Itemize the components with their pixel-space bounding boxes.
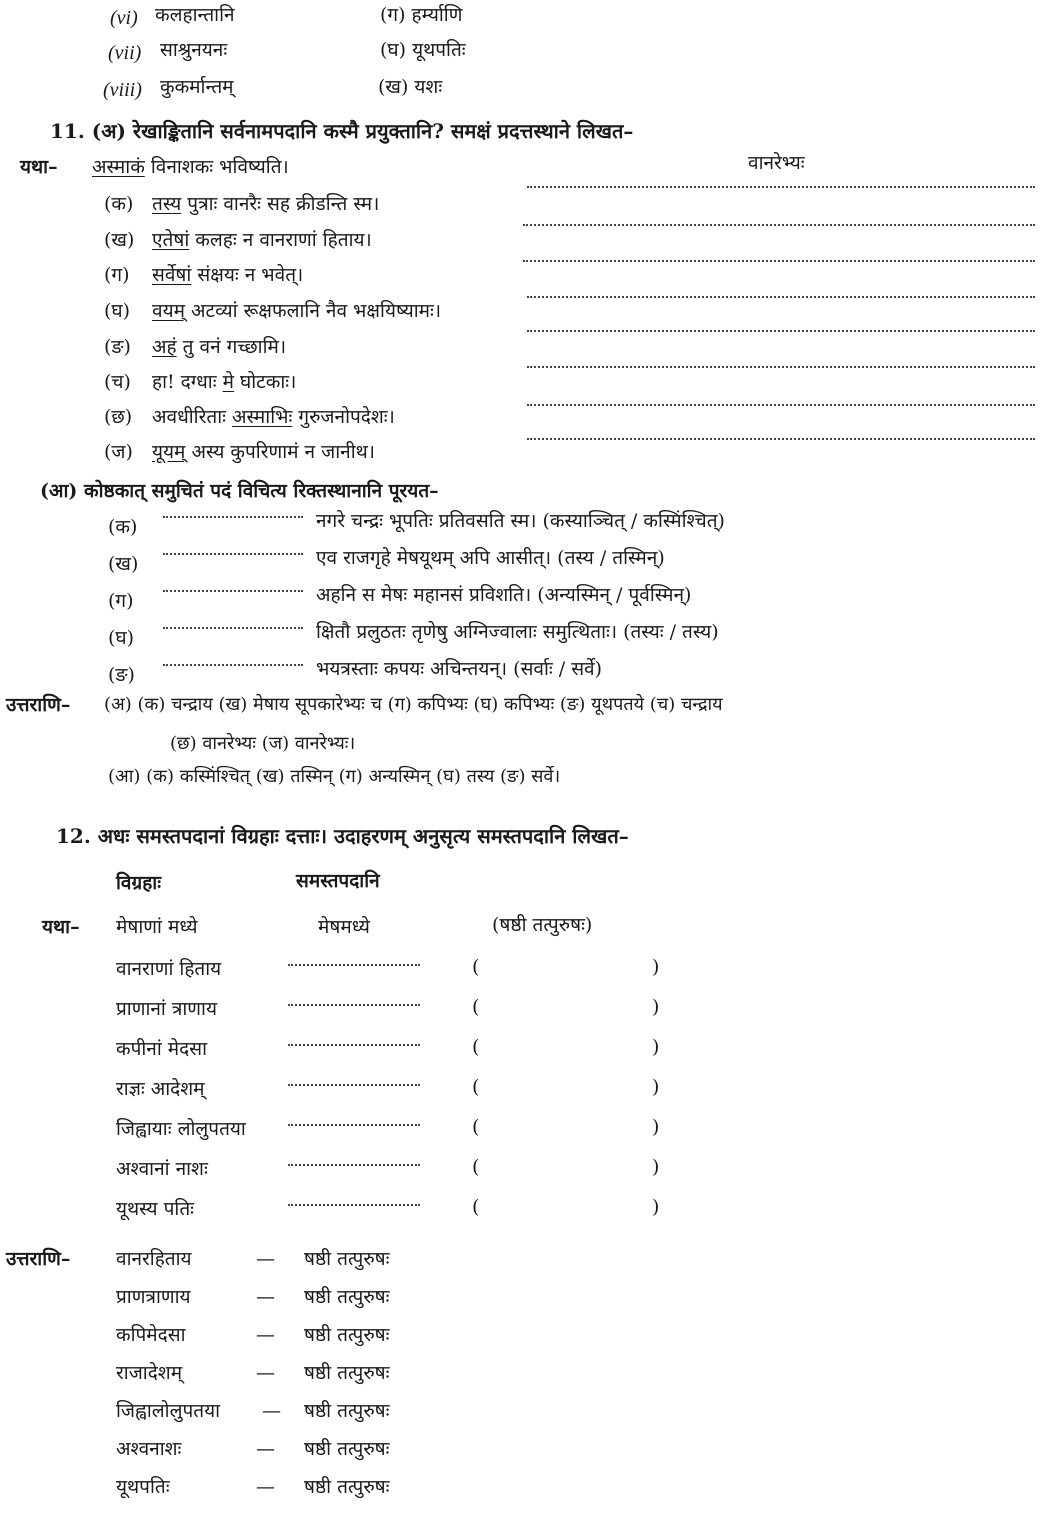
answer-type: षष्ठी तत्पुरुषः [304, 1324, 390, 1346]
answer-blank[interactable] [527, 186, 1035, 188]
type-open: ( [472, 1076, 480, 1098]
q11-example-sentence: अस्माकं विनाशकः भविष्यति। [92, 156, 289, 178]
item-label: (घ) [108, 627, 135, 649]
fill-blank[interactable] [163, 664, 303, 666]
vigraha-item: प्राणानां त्राणाय [116, 998, 217, 1020]
answer-blank[interactable] [527, 438, 1035, 440]
vigraha-item: यूथस्य पतिः [116, 1198, 194, 1220]
type-close: ) [652, 1156, 660, 1178]
type-close: ) [652, 956, 660, 978]
answer-word: वानरहिताय [116, 1248, 192, 1270]
type-close: ) [652, 1076, 660, 1098]
match-num: (vi) [110, 7, 138, 29]
answer-blank[interactable] [523, 260, 1035, 262]
item-label: (ङ) [104, 336, 131, 358]
answer-type: षष्ठी तत्पुरुषः [304, 1438, 390, 1460]
item-sentence: वयम् अटव्यां रूक्षफलानि नैव भक्षयिष्यामः। [152, 300, 442, 322]
item-label: (घ) [104, 300, 131, 322]
fill-blank[interactable] [163, 516, 303, 518]
col-vigraha: विग्रहाः [116, 872, 162, 894]
answer-type: षष्ठी तत्पुरुषः [304, 1476, 390, 1498]
q11-example-label: यथा– [20, 156, 58, 178]
q12-answers-label: उत्तराणि– [6, 1248, 71, 1270]
answer-dash: — [256, 1438, 275, 1460]
answer-word: अश्वनाशः [116, 1438, 182, 1460]
answer-blank[interactable] [527, 330, 1035, 332]
type-close: ) [652, 1196, 660, 1218]
col-samasta: समस्तपदानि [296, 870, 380, 892]
vigraha-item: वानराणां हिताय [116, 958, 222, 980]
underlined-pronoun: एतेषां [152, 229, 190, 251]
fill-sentence: एव राजगृहे मेषयूथम् अपि आसीत्। (तस्य / तस्मिन्) [316, 547, 665, 569]
fill-blank[interactable] [163, 553, 303, 555]
item-sentence: यूयम् अस्य कुपरिणामं न जानीथ। [152, 441, 375, 463]
answer-word: यूथपतिः [116, 1476, 170, 1498]
fill-blank[interactable] [163, 590, 303, 592]
match-left: साश्रुनयनः [160, 39, 228, 61]
samasta-blank[interactable] [288, 1124, 420, 1126]
item-label: (ख) [108, 553, 139, 575]
samasta-blank[interactable] [288, 1084, 420, 1086]
q12-example-label: यथा– [42, 916, 80, 938]
type-close: ) [652, 1036, 660, 1058]
item-label: (ख) [104, 229, 135, 251]
item-sentence: हा! दग्धाः मे घोटकाः। [152, 371, 297, 393]
match-left: कुकर्मान्तम् [160, 76, 234, 98]
answer-type: षष्ठी तत्पुरुषः [304, 1400, 390, 1422]
q12-heading: 12. अधः समस्तपदानां विग्रहाः दत्ताः। उदाहरणम् अनुसृत्य समस्तपदानि लिखत– [56, 824, 629, 848]
underlined-pronoun: अस्माभिः [232, 406, 293, 428]
underlined-pronoun: अहं [152, 336, 177, 358]
type-open: ( [472, 956, 480, 978]
answer-dash: — [256, 1286, 275, 1308]
type-open: ( [472, 1156, 480, 1178]
q11-answers-label: उत्तराणि– [6, 694, 71, 716]
samasta-blank[interactable] [288, 1004, 420, 1006]
answer-dash: — [256, 1324, 275, 1346]
answer-type: षष्ठी तत्पुरुषः [304, 1248, 390, 1270]
vigraha-item: अश्वानां नाशः [116, 1158, 208, 1180]
vigraha-item: राज्ञः आदेशम् [116, 1078, 205, 1100]
answer-blank[interactable] [527, 366, 1035, 368]
answer-blank[interactable] [527, 296, 1035, 298]
item-label: (ङ) [108, 664, 135, 686]
answer-word: जिह्वालोलुपतया [116, 1400, 221, 1422]
q11-answers-aa: (आ) (क) कस्मिंश्चित् (ख) तस्मिन् (ग) अन्यस्मिन् (घ) तस्य (ङ) सर्वे। [108, 766, 561, 787]
samasta-blank[interactable] [288, 1044, 420, 1046]
fill-blank[interactable] [163, 627, 303, 629]
item-label: (ग) [104, 264, 130, 286]
match-left: कलहान्तानि [155, 4, 235, 26]
answer-word: कपिमेदसा [116, 1324, 186, 1346]
q12-example-vigraha: मेषाणां मध्ये [116, 916, 198, 938]
answer-type: षष्ठी तत्पुरुषः [304, 1286, 390, 1308]
type-open: ( [472, 996, 480, 1018]
q12-example-samasta: मेषमध्ये [318, 916, 370, 938]
fill-sentence: भयत्रस्ताः कपयः अचिन्तयन्। (सर्वाः / सर्वे) [316, 658, 603, 680]
match-num: (vii) [108, 42, 142, 64]
vigraha-item: जिह्वायाः लोलुपतया [116, 1118, 246, 1140]
samasta-blank[interactable] [288, 1204, 420, 1206]
answer-blank[interactable] [523, 224, 1035, 226]
item-label: (च) [104, 371, 131, 393]
answer-dash: — [256, 1476, 275, 1498]
type-open: ( [472, 1036, 480, 1058]
underlined-pronoun: तस्य [152, 193, 182, 215]
q11-answers-a-line2: (छ) वानरेभ्यः (ज) वानरेभ्यः। [170, 733, 356, 754]
type-close: ) [652, 996, 660, 1018]
item-sentence: एतेषां कलहः न वानराणां हिताय। [152, 229, 372, 251]
underlined-pronoun: यूयम् [152, 441, 186, 463]
underlined-pronoun: वयम् [152, 300, 185, 322]
item-label: (ग) [108, 590, 134, 612]
match-right: (ग) हर्म्याणि [380, 4, 463, 26]
samasta-blank[interactable] [288, 964, 420, 966]
answer-type: षष्ठी तत्पुरुषः [304, 1362, 390, 1384]
samasta-blank[interactable] [288, 1164, 420, 1166]
item-label: (ज) [104, 441, 133, 463]
underlined-pronoun: मे [222, 371, 234, 393]
fill-sentence: नगरे चन्द्रः भूपतिः प्रतिवसति स्म। (कस्याञ्चित् / कस्मिंश्चित्) [316, 510, 725, 532]
q11-heading: 11. (अ) रेखाङ्कितानि सर्वनामपदानि कस्मै प्रयुक्तानि? समक्षं प्रदत्तस्थाने लिखत– [50, 119, 634, 143]
item-sentence: अवधीरिताः अस्माभिः गुरुजनोपदेशः। [152, 406, 395, 428]
match-right: (ख) यशः [378, 76, 443, 98]
fill-sentence: अहनि स मेषः महानसं प्रविशति। (अन्यस्मिन् / पूर्वस्मिन्) [316, 584, 692, 606]
answer-word: राजादेशम् [116, 1362, 183, 1384]
type-open: ( [472, 1116, 480, 1138]
answer-word: प्राणत्राणाय [116, 1286, 191, 1308]
item-label: (छ) [104, 406, 133, 428]
type-open: ( [472, 1196, 480, 1218]
underlined-pronoun: सर्वेषां [152, 264, 192, 286]
item-sentence: तस्य पुत्राः वानरैः सह क्रीडन्ति स्म। [152, 193, 380, 215]
item-label: (क) [108, 516, 138, 538]
match-num: (viii) [103, 79, 142, 101]
q11-example-answer: वानरेभ्यः [748, 152, 805, 174]
q11-part-aa-heading: (आ) कोष्ठकात् समुचितं पदं विचित्य रिक्तस्थानानि पूरयत– [40, 480, 439, 502]
underlined-pronoun: अस्माकं [92, 156, 145, 178]
answer-blank[interactable] [527, 404, 1035, 406]
answer-dash: — [256, 1362, 275, 1384]
item-label: (क) [104, 193, 134, 215]
type-close: ) [652, 1116, 660, 1138]
q11-answers-a-line1: (अ) (क) चन्द्राय (ख) मेषाय सूपकारेभ्यः च (ग) कपिभ्यः (घ) कपिभ्यः (ङ) यूथपतये (च) चन्द्राय [104, 694, 723, 715]
match-right: (घ) यूथपतिः [380, 39, 466, 61]
answer-dash: — [256, 1248, 275, 1270]
item-sentence: अहं तु वनं गच्छामि। [152, 336, 287, 358]
answer-dash: — [262, 1400, 281, 1422]
item-sentence: सर्वेषां संक्षयः न भवेत्। [152, 264, 304, 286]
q12-example-type: (षष्ठी तत्पुरुषः) [492, 914, 593, 936]
fill-sentence: क्षितौ प्रलुठतः तृणेषु अग्निज्वालाः समुत्थिताः। (तस्यः / तस्य) [316, 621, 719, 643]
vigraha-item: कपीनां मेदसा [116, 1038, 208, 1060]
